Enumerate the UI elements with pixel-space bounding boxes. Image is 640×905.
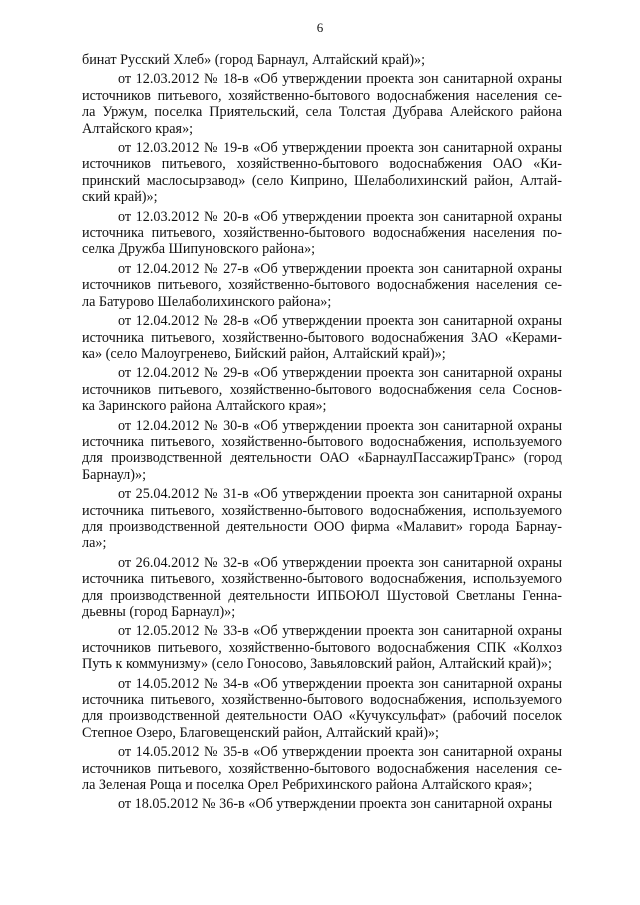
- paragraph-line: источника питьевого, хозяйственно-бытового водоснабжения, используемого: [82, 433, 562, 450]
- resolution-entry: [82, 71, 562, 137]
- paragraph-line: Путь к коммунизму» (село Гоносово, Завьяловский район, Алтайский край)»;: [82, 656, 552, 673]
- entry-heading-line: от 14.05.2012 № 35-в «Об утверждении проекта зон санитарной охраны: [118, 744, 562, 761]
- entry-heading-line: от 12.05.2012 № 33-в «Об утверждении проекта зон санитарной охраны: [118, 623, 562, 640]
- entry-heading-line: от 12.03.2012 № 19-в «Об утверждении проекта зон санитарной охраны: [118, 140, 562, 157]
- paragraph-line: для производственной деятельности ООО фирма «Малавит» города Барнау-: [82, 518, 562, 535]
- paragraph-line: ла Уржум, поселка Приятельский, села Толстая Дубрава Алейского района: [82, 104, 562, 121]
- resolution-entry: [82, 555, 562, 621]
- entry-heading-line: от 12.04.2012 № 30-в «Об утверждении проекта зон санитарной охраны: [118, 417, 562, 434]
- paragraph-line: ла»;: [82, 535, 107, 552]
- paragraph-line: для производственной деятельности ИПБОЮЛ Шустовой Светланы Генна-: [82, 587, 562, 604]
- resolution-entry: [82, 140, 562, 206]
- paragraph-line: ла Батурово Шелаболихинского района»;: [82, 293, 332, 310]
- entry-heading-line: от 18.05.2012 № 36-в «Об утверждении проекта зон санитарной охраны: [118, 796, 553, 813]
- entry-heading-line: от 12.04.2012 № 27-в «Об утверждении проекта зон санитарной охраны: [118, 260, 562, 277]
- paragraph-line: дьевны (город Барнаул)»;: [82, 604, 236, 620]
- page-number: 6: [316, 20, 324, 35]
- paragraph-line: источников питьевого, хозяйственно-бытового водоснабжения населения се-: [82, 87, 562, 104]
- paragraph-line: источника питьевого, хозяйственно-бытового водоснабжения, используемого: [82, 571, 562, 588]
- resolution-entry: [82, 261, 562, 310]
- resolution-entry: [82, 676, 562, 742]
- resolution-entry: [82, 744, 562, 793]
- paragraph-line: источников питьевого, хозяйственно-бытового водоснабжения населения се-: [82, 277, 562, 294]
- paragraph-line: для производственной деятельности ОАО «БарнаулПассажирТранс» (город: [82, 450, 562, 467]
- resolution-entry: [82, 486, 562, 552]
- resolution-entry: [82, 623, 562, 672]
- entry-heading-line: от 12.03.2012 № 18-в «Об утверждении проекта зон санитарной охраны: [118, 71, 562, 88]
- paragraph-line: ский край)»;: [82, 189, 158, 206]
- paragraph-line: источников питьевого, хозяйственно-бытового водоснабжения СПК «Колхоз: [82, 639, 562, 656]
- resolution-list: [82, 71, 562, 812]
- entry-heading-line: от 12.04.2012 № 29-в «Об утверждении проекта зон санитарной охраны: [118, 365, 562, 382]
- paragraph-line: принский маслосырзавод» (село Киприно, Шелаболихинский район, Алтай-: [82, 172, 562, 189]
- document-body: [82, 52, 562, 816]
- entry-heading-line: от 12.03.2012 № 20-в «Об утверждении проекта зон санитарной охраны: [118, 208, 562, 225]
- paragraph-line: источника питьевого, хозяйственно-бытового водоснабжения населения по-: [82, 225, 562, 242]
- paragraph-line: для производственной деятельности ОАО «Кучуксульфат» (рабочий поселок: [82, 708, 562, 725]
- paragraph-line: Степное Озеро, Благовещенский район, Алтайский край)»;: [82, 724, 439, 741]
- paragraph-line: ла Зеленая Роща и поселка Орел Ребрихинского района Алтайского края»;: [82, 777, 533, 794]
- entry-heading-line: от 26.04.2012 № 32-в «Об утверждении проекта зон санитарной охраны: [118, 554, 562, 571]
- paragraph-line: источника питьевого, хозяйственно-бытового водоснабжения, используемого: [82, 502, 562, 519]
- paragraph-line: источника питьевого, хозяйственно-бытового водоснабжения ЗАО «Керами-: [82, 329, 562, 346]
- paragraph-line: источников питьевого, хозяйственно-бытового водоснабжения ОАО «Ки-: [82, 156, 562, 173]
- paragraph-line: ка» (село Малоугренево, Бийский район, Алтайский край)»;: [82, 345, 446, 362]
- resolution-entry: [82, 418, 562, 484]
- entry-heading-line: от 14.05.2012 № 34-в «Об утверждении проекта зон санитарной охраны: [118, 675, 562, 692]
- paragraph-line: Алтайского края»;: [82, 120, 194, 137]
- paragraph-line: селка Дружба Шипуновского района»;: [82, 241, 316, 258]
- paragraph-line: ка Заринского района Алтайского края»;: [82, 398, 327, 415]
- paragraph-line: бинат Русский Хлеб» (город Барнаул, Алтайский край)»;: [82, 52, 426, 68]
- resolution-entry: [82, 313, 562, 362]
- resolution-entry: [82, 796, 562, 812]
- paragraph-line: источников питьевого, хозяйственно-бытового водоснабжения села Соснов-: [82, 381, 562, 398]
- paragraph-line: источников питьевого, хозяйственно-бытового водоснабжения населения се-: [82, 760, 562, 777]
- intro-line: [82, 52, 562, 68]
- paragraph-line: Барнаул)»;: [82, 466, 147, 483]
- paragraph-line: источника питьевого, хозяйственно-бытового водоснабжения, используемого: [82, 692, 562, 709]
- resolution-entry: [82, 209, 562, 258]
- entry-heading-line: от 25.04.2012 № 31-в «Об утверждении проекта зон санитарной охраны: [118, 486, 562, 503]
- resolution-entry: [82, 365, 562, 414]
- entry-heading-line: от 12.04.2012 № 28-в «Об утверждении проекта зон санитарной охраны: [118, 313, 562, 330]
